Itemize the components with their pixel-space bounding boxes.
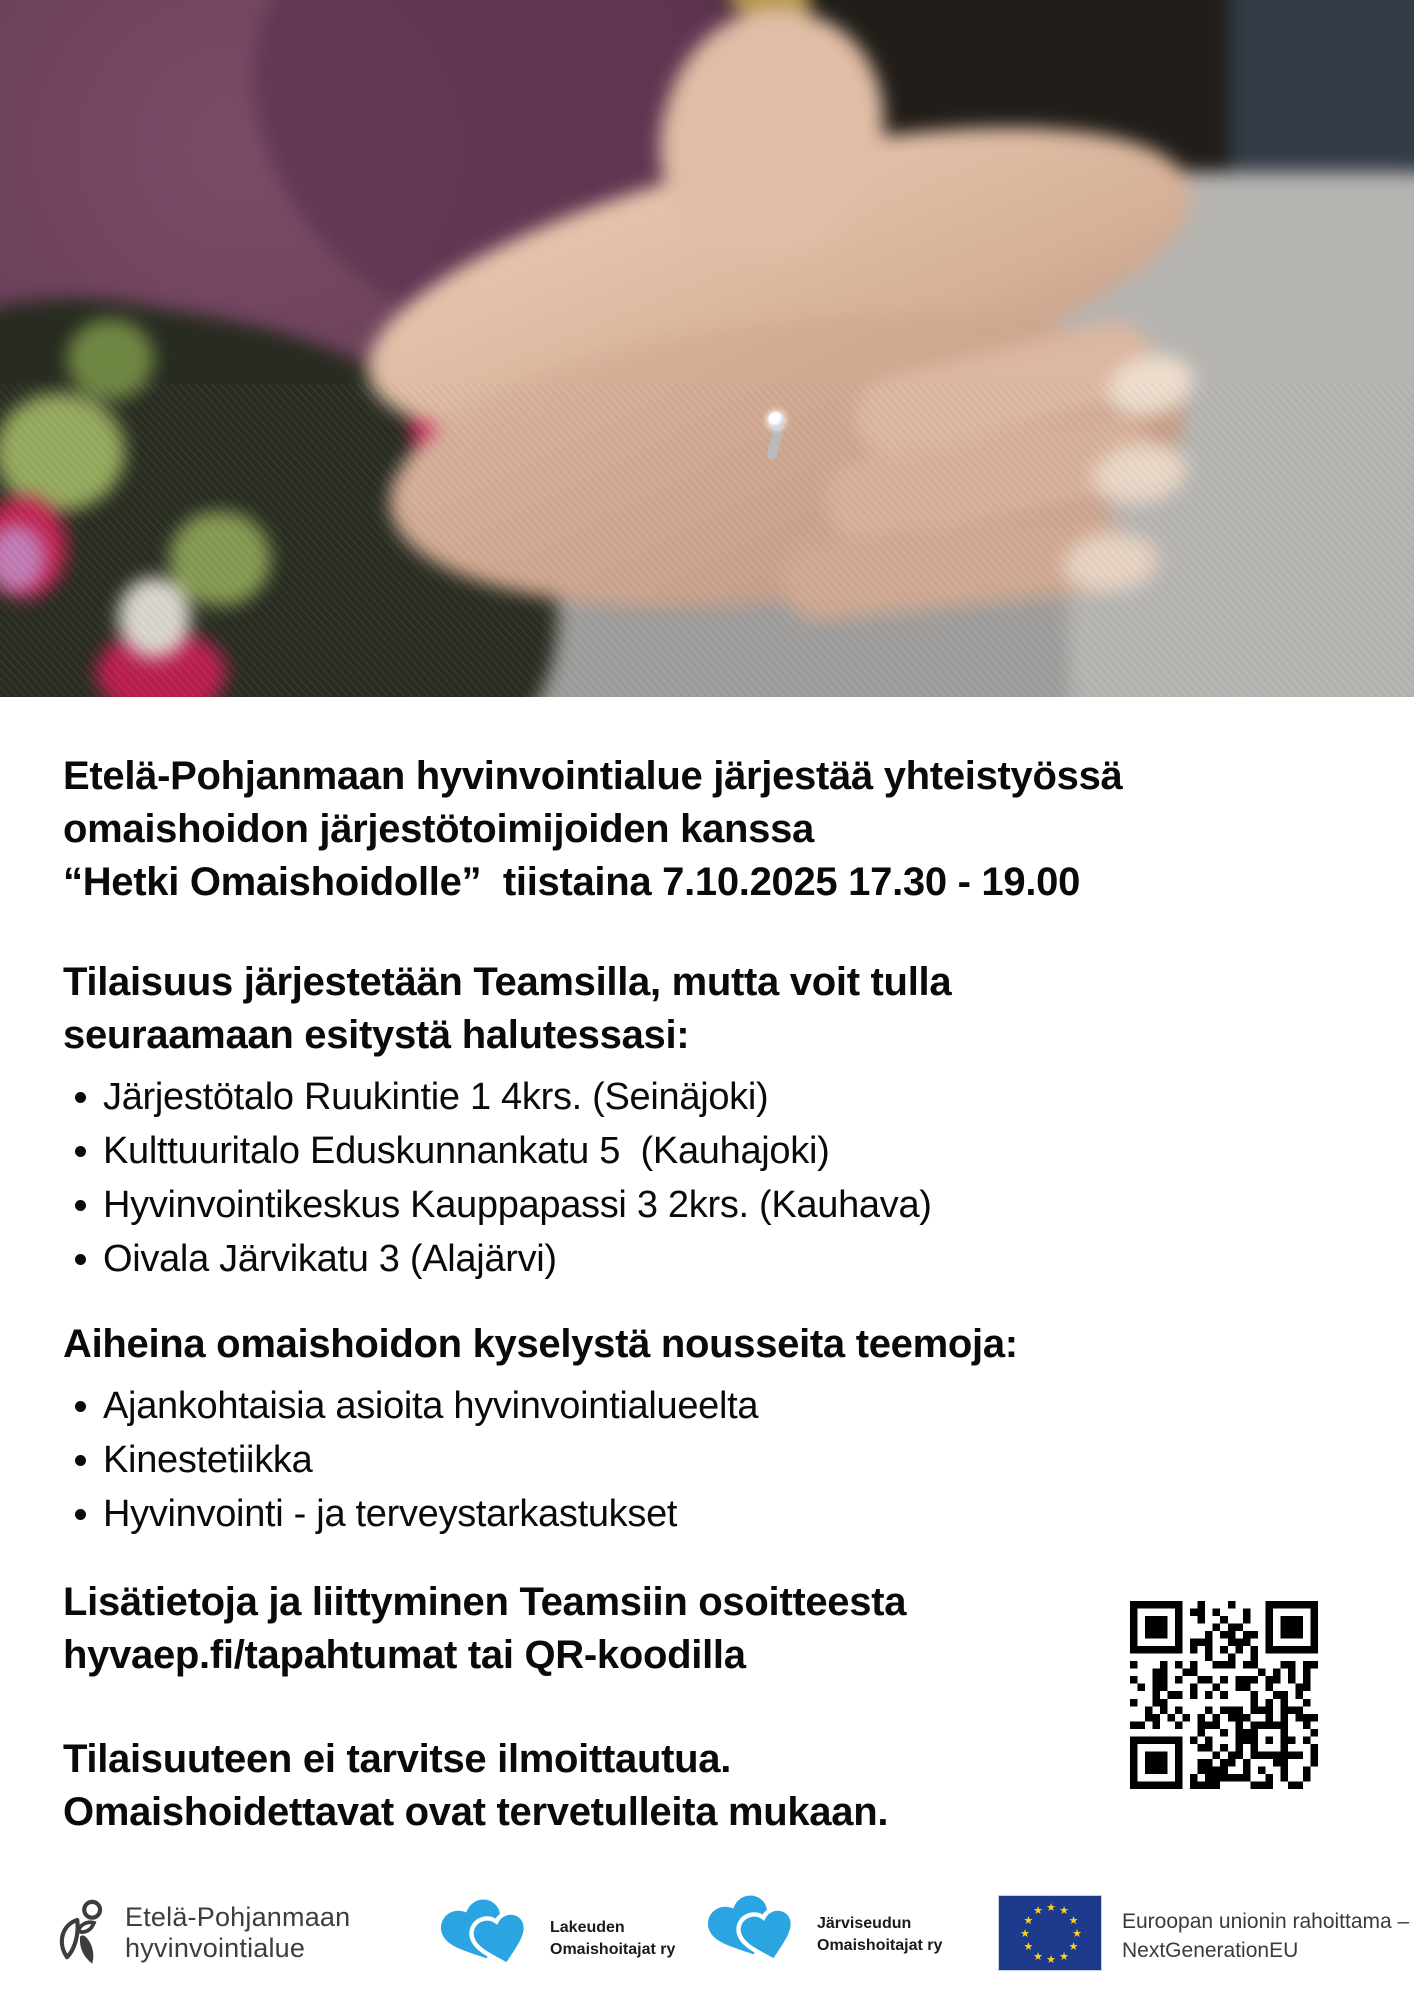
hearts-icon bbox=[438, 1891, 538, 1986]
lakeuden-logo-text bbox=[550, 1917, 675, 1961]
eu-funding-line-1: Euroopan unionin rahoittama – bbox=[1122, 1910, 1410, 1933]
registration-line-1: Tilaisuuteen ei tarvitse ilmoittautua. bbox=[63, 1737, 732, 1781]
topics-list-item: Kinestetiikka bbox=[63, 1433, 1018, 1487]
eu-star-icon: ★ bbox=[1023, 1941, 1034, 1953]
jarviseudun-logo-line-2: Omaishoitajat ry bbox=[817, 1936, 943, 1954]
lakeuden-logo-line-2: Omaishoitajat ry bbox=[550, 1940, 676, 1958]
intro-line-1: Etelä-Pohjanmaan hyvinvointialue järjestää yhteistyössä bbox=[63, 754, 1123, 798]
eu-star-icon: ★ bbox=[1020, 1928, 1030, 1940]
eu-star-icon: ★ bbox=[1046, 1902, 1056, 1914]
registration-line-2: Omaishoidettavat ovat tervetulleita mukaan. bbox=[63, 1790, 889, 1834]
venue-list bbox=[63, 1070, 951, 1286]
topics-section bbox=[63, 1318, 1018, 1541]
venue-list-item: Järjestötalo Ruukintie 1 4krs. (Seinäjoki) bbox=[63, 1070, 951, 1124]
wellbeing-district-logo-text bbox=[125, 1902, 350, 1964]
lakeuden-omaishoitajat-logo bbox=[438, 1891, 675, 1986]
info-line-2: hyvaep.fi/tapahtumat tai QR-koodilla bbox=[63, 1633, 746, 1677]
eu-star-icon: ★ bbox=[1059, 1950, 1069, 1963]
qr-code bbox=[1130, 1601, 1318, 1789]
intro-line-2: omaishoidon järjestötoimijoiden kanssa bbox=[63, 807, 814, 851]
eu-flag-icon bbox=[998, 1895, 1102, 1971]
jarviseudun-logo-line-1: Järviseudun bbox=[817, 1914, 912, 1932]
venue-list-item: Hyvinvointikeskus Kauppapassi 3 2krs. (Kauhava) bbox=[63, 1178, 951, 1232]
wellbeing-district-logo-icon bbox=[55, 1899, 107, 1967]
venue-list-item: Oivala Järvikatu 3 (Alajärvi) bbox=[63, 1232, 951, 1286]
venue-heading-line-2: seuraamaan esitystä halutessasi: bbox=[63, 1013, 690, 1057]
eu-funding-logo bbox=[998, 1895, 1409, 1971]
venue-heading-line-1: Tilaisuus järjestetään Teamsilla, mutta voit tulla bbox=[63, 960, 952, 1004]
wellbeing-district-logo-line-1: Etelä-Pohjanmaan bbox=[125, 1902, 351, 1932]
topics-list bbox=[63, 1379, 1018, 1541]
lakeuden-logo-line-1: Lakeuden bbox=[550, 1918, 625, 1936]
topics-list-item: Ajankohtaisia asioita hyvinvointialueelta bbox=[63, 1379, 1018, 1433]
eu-star-icon: ★ bbox=[1033, 1905, 1043, 1918]
eu-funding-line-2: NextGenerationEU bbox=[1122, 1939, 1299, 1962]
jarviseudun-omaishoitajat-logo bbox=[705, 1887, 942, 1982]
info-section bbox=[63, 1576, 906, 1682]
eu-star-icon: ★ bbox=[1068, 1941, 1079, 1953]
eu-star-icon: ★ bbox=[1072, 1928, 1082, 1940]
eu-star-icon: ★ bbox=[1023, 1915, 1034, 1927]
info-line-1: Lisätietoja ja liittyminen Teamsiin osoitteesta bbox=[63, 1580, 907, 1624]
eu-star-icon: ★ bbox=[1068, 1915, 1079, 1927]
registration-section bbox=[63, 1733, 888, 1839]
eu-star-icon: ★ bbox=[1033, 1950, 1043, 1963]
photo-hands bbox=[0, 0, 1414, 697]
footer-logos bbox=[0, 1885, 1414, 2000]
eu-funding-text bbox=[1122, 1907, 1409, 1965]
topics-list-item: Hyvinvointi - ja terveystarkastukset bbox=[63, 1487, 1018, 1541]
eu-star-icon: ★ bbox=[1059, 1905, 1069, 1918]
hearts-icon bbox=[705, 1887, 805, 1982]
venue-list-item: Kulttuuritalo Eduskunnankatu 5 (Kauhajoki) bbox=[63, 1124, 951, 1178]
topics-heading: Aiheina omaishoidon kyselystä nousseita teemoja: bbox=[63, 1322, 1018, 1366]
intro-heading bbox=[63, 750, 1122, 909]
ring-icon bbox=[768, 412, 784, 428]
photo-fabric-texture bbox=[0, 383, 1414, 697]
wellbeing-district-logo bbox=[55, 1899, 350, 1967]
intro-line-3: “Hetki Omaishoidolle” tiistaina 7.10.2025 17.30 - 19.00 bbox=[63, 860, 1081, 904]
wellbeing-district-logo-line-2: hyvinvointialue bbox=[125, 1933, 306, 1963]
eu-star-icon: ★ bbox=[1046, 1954, 1056, 1966]
venue-section bbox=[63, 956, 951, 1286]
jarviseudun-logo-text bbox=[817, 1913, 942, 1957]
